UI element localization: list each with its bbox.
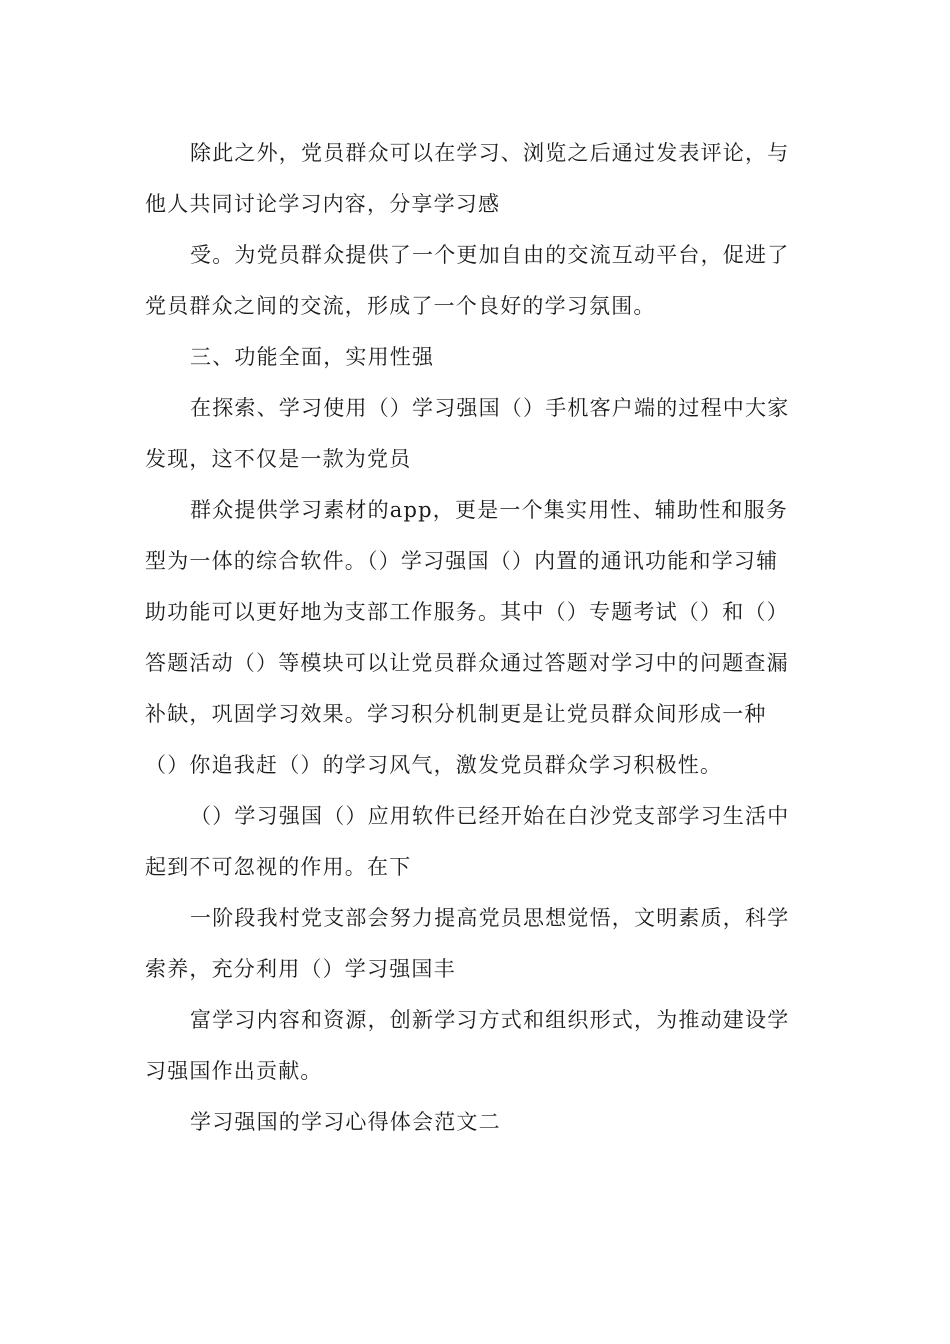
paragraph-line: 习强国作出贡献。 [145,1059,323,1083]
paragraph-line: 在探索、学习使用（）学习强国（）手机客户端的过程中大家 [190,396,790,420]
paragraph-line: 助功能可以更好地为支部工作服务。其中（）专题考试（）和（） [145,600,789,624]
section-heading: 三、功能全面，实用性强 [190,345,435,369]
paragraph-line: 群众提供学习素材的app，更是一个集实用性、辅助性和服务 [190,498,789,522]
paragraph-line: 索养，充分利用（）学习强国丰 [145,957,456,981]
paragraph-line: （）学习强国（）应用软件已经开始在白沙党支部学习生活中 [190,804,790,828]
paragraph-line: 型为一体的综合软件。（）学习强国（）内置的通讯功能和学习辅 [145,549,779,573]
paragraph-line: 起到不可忽视的作用。在下 [145,855,412,879]
paragraph-line: 除此之外，党员群众可以在学习、浏览之后通过发表评论，与 [190,141,790,165]
paragraph-line: 富学习内容和资源，创新学习方式和组织形式，为推动建设学 [190,1008,790,1032]
paragraph-line: 受。为党员群众提供了一个更加自由的交流互动平台，促进了 [190,243,790,267]
paragraph-line: 党员群众之间的交流，形成了一个良好的学习氛围。 [145,294,656,318]
paragraph-line: 一阶段我村党支部会努力提高党员思想觉悟，文明素质，科学 [190,906,790,930]
paragraph-line: 发现，这不仅是一款为党员 [145,447,412,471]
paragraph-line: 他人共同讨论学习内容，分享学习感 [145,192,501,216]
paragraph-line: （）你追我赶（）的学习风气，激发党员群众学习积极性。 [145,753,723,777]
paragraph-line: 补缺，巩固学习效果。学习积分机制更是让党员群众间形成一种 [145,702,767,726]
paragraph-line: 答题活动（）等模块可以让党员群众通过答题对学习中的问题查漏 [145,651,789,675]
section-heading: 学习强国的学习心得体会范文二 [190,1110,501,1134]
